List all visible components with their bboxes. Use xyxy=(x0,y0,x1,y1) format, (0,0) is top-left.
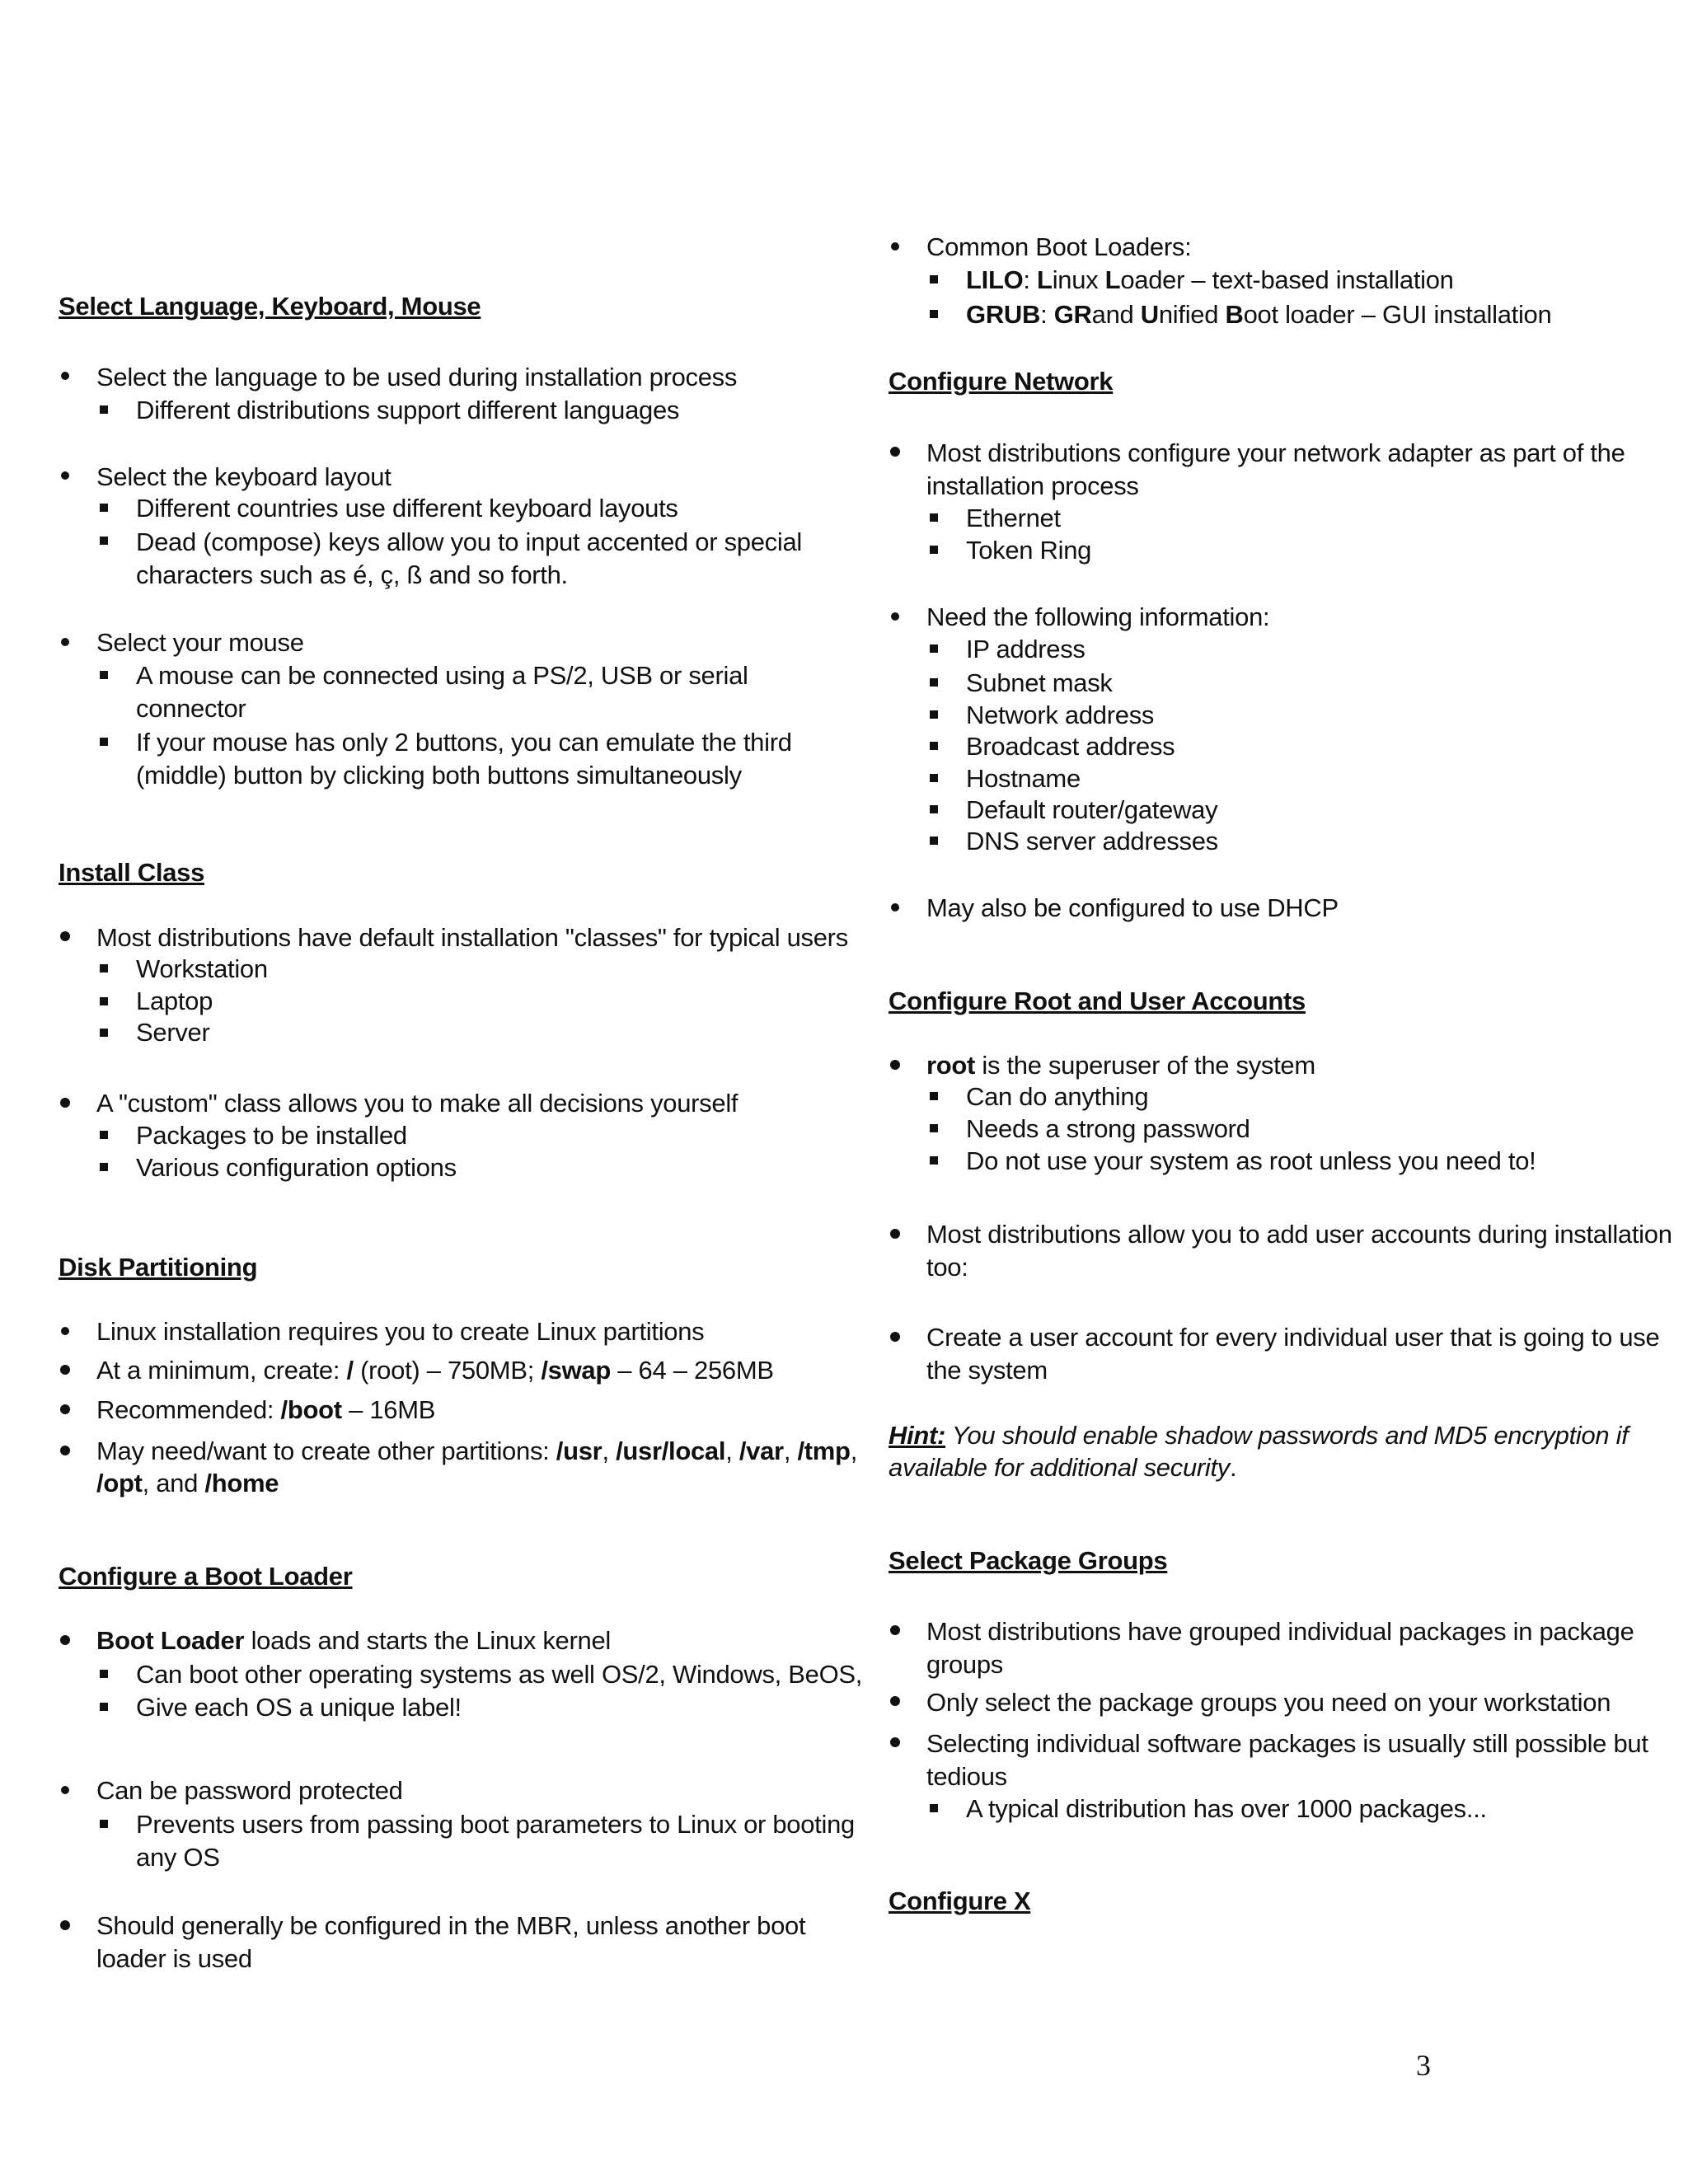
bullet-disc xyxy=(891,242,899,251)
sub-bullet-text: GRUB: GRand Unified Boot loader – GUI installation xyxy=(966,300,1552,329)
bullet-square xyxy=(100,738,108,746)
bullet-disc xyxy=(890,1625,900,1635)
bullet-square xyxy=(930,275,938,284)
bullet-square xyxy=(930,310,938,318)
sub-bullet-text: Subnet mask xyxy=(966,668,1113,697)
sub-bullet-text: Laptop xyxy=(136,987,213,1015)
bullet-disc xyxy=(890,1229,900,1239)
bullet-disc xyxy=(60,1446,70,1455)
sub-bullet-text: characters such as é, ç, ß and so forth. xyxy=(136,560,568,589)
bullet-square xyxy=(930,1092,938,1100)
bullet-text: Most distributions configure your network adapter as part of the xyxy=(926,438,1625,467)
bullet-square xyxy=(100,405,108,414)
bullet-square xyxy=(930,1124,938,1132)
bullet-text: Select the keyboard layout xyxy=(96,462,392,491)
sub-bullet-text: A typical distribution has over 1000 packages... xyxy=(966,1794,1487,1823)
sub-bullet-text: Network address xyxy=(966,701,1155,729)
bullet-disc xyxy=(890,1737,900,1747)
sub-bullet-text: Ethernet xyxy=(966,504,1061,532)
sub-bullet-text: Dead (compose) keys allow you to input accented or special xyxy=(136,527,802,556)
bullet-disc xyxy=(890,447,900,457)
section-heading-boot-loader: Configure a Boot Loader xyxy=(59,1562,353,1591)
sub-bullet-text: (middle) button by clicking both buttons simultaneously xyxy=(136,761,742,790)
bullet-square xyxy=(930,1804,938,1812)
sub-bullet-text: Different countries use different keyboard layouts xyxy=(136,494,678,523)
bullet-text: Can be password protected xyxy=(96,1776,403,1805)
bullet-square xyxy=(930,805,938,813)
sub-bullet-text: Packages to be installed xyxy=(136,1121,407,1150)
bullet-disc xyxy=(60,1365,70,1375)
bullet-disc xyxy=(60,1635,70,1645)
bullet-square xyxy=(100,504,108,512)
sub-bullet-text: Default router/gateway xyxy=(966,795,1218,824)
bullet-disc xyxy=(890,1060,900,1070)
sub-bullet-text: any OS xyxy=(136,1843,220,1872)
bullet-disc xyxy=(60,931,70,941)
bullet-square xyxy=(100,964,108,972)
bullet-text: Select your mouse xyxy=(96,628,304,657)
bullet-text: Linux installation requires you to create Linux partitions xyxy=(96,1317,705,1346)
bullet-text: Common Boot Loaders: xyxy=(926,232,1192,261)
bullet-square xyxy=(930,513,938,522)
sub-bullet-text: Server xyxy=(136,1018,210,1047)
bullet-text: too: xyxy=(926,1253,968,1282)
sub-bullet-text: Can do anything xyxy=(966,1082,1149,1111)
bullet-text: Recommended: /boot – 16MB xyxy=(96,1395,436,1424)
sub-bullet-text: Workstation xyxy=(136,954,268,983)
section-heading-packages: Select Package Groups xyxy=(889,1546,1168,1575)
bullet-text: Need the following information: xyxy=(926,602,1270,631)
bullet-text: loader is used xyxy=(96,1944,252,1973)
bullet-square xyxy=(100,997,108,1005)
sub-bullet-text: Various configuration options xyxy=(136,1153,457,1182)
bullet-disc xyxy=(61,372,69,380)
sub-bullet-text: Broadcast address xyxy=(966,732,1175,761)
section-heading-language: Select Language, Keyboard, Mouse xyxy=(59,292,481,321)
bullet-square xyxy=(930,546,938,554)
bullet-disc xyxy=(61,638,69,646)
bullet-text: groups xyxy=(926,1650,1003,1679)
bullet-text: Most distributions have default installation "classes" for typical users xyxy=(96,923,848,952)
bullet-text: the system xyxy=(926,1356,1048,1385)
bullet-square xyxy=(930,1156,938,1165)
bullet-square xyxy=(100,537,108,545)
bullet-square xyxy=(100,1029,108,1037)
bullet-text: Create a user account for every individual user that is going to use xyxy=(926,1323,1660,1352)
hint-text: Hint: You should enable shadow passwords and MD5 encryption if xyxy=(889,1421,1629,1450)
section-heading-accounts: Configure Root and User Accounts xyxy=(889,987,1306,1015)
bullet-text: Boot Loader loads and starts the Linux kernel xyxy=(96,1626,611,1655)
sub-bullet-text: Hostname xyxy=(966,764,1081,793)
bullet-square xyxy=(100,671,108,679)
bullet-disc xyxy=(60,1920,70,1930)
bullet-disc xyxy=(891,903,899,912)
sub-bullet-text: Different distributions support different languages xyxy=(136,396,680,424)
bullet-square xyxy=(100,1820,108,1828)
bullet-disc xyxy=(890,1332,900,1342)
bullet-text: Most distributions have grouped individual packages in package xyxy=(926,1617,1634,1646)
bullet-text: root is the superuser of the system xyxy=(926,1051,1315,1080)
sub-bullet-text: If your mouse has only 2 buttons, you can emulate the third xyxy=(136,728,792,757)
sub-bullet-text: connector xyxy=(136,694,246,723)
section-heading-configure-x: Configure X xyxy=(889,1886,1031,1915)
bullet-text: Selecting individual software packages is usually still possible but xyxy=(926,1729,1648,1758)
bullet-disc xyxy=(61,1786,69,1794)
section-heading-network: Configure Network xyxy=(889,367,1114,396)
bullet-text: /opt, and /home xyxy=(96,1469,279,1497)
bullet-square xyxy=(100,1670,108,1678)
section-heading-disk: Disk Partitioning xyxy=(59,1253,258,1282)
bullet-text: May also be configured to use DHCP xyxy=(926,893,1339,922)
bullet-square xyxy=(100,1131,108,1139)
sub-bullet-text: Prevents users from passing boot parameters to Linux or booting xyxy=(136,1810,855,1839)
sub-bullet-text: IP address xyxy=(966,635,1085,663)
sub-bullet-text: Token Ring xyxy=(966,536,1092,565)
bullet-square xyxy=(930,710,938,719)
sub-bullet-text: A mouse can be connected using a PS/2, USB or serial xyxy=(136,661,748,690)
sub-bullet-text: Give each OS a unique label! xyxy=(136,1693,462,1722)
bullet-square xyxy=(930,678,938,687)
bullet-text: Select the language to be used during installation process xyxy=(96,363,738,391)
bullet-disc xyxy=(890,1696,900,1706)
bullet-disc xyxy=(61,1327,69,1335)
bullet-text: Most distributions allow you to add user accounts during installation xyxy=(926,1220,1672,1249)
sub-bullet-text: DNS server addresses xyxy=(966,827,1218,855)
bullet-text: Only select the package groups you need on your workstation xyxy=(926,1688,1611,1717)
bullet-text: A "custom" class allows you to make all decisions yourself xyxy=(96,1089,738,1118)
sub-bullet-text: Can boot other operating systems as well OS/2, Windows, BeOS, xyxy=(136,1660,863,1689)
bullet-square xyxy=(100,1163,108,1171)
bullet-square xyxy=(100,1703,108,1711)
bullet-disc xyxy=(60,1098,70,1108)
bullet-square xyxy=(930,837,938,845)
bullet-square xyxy=(930,644,938,653)
bullet-square xyxy=(930,774,938,782)
bullet-text: Should generally be configured in the MBR, unless another boot xyxy=(96,1911,806,1940)
bullet-text: At a minimum, create: / (root) – 750MB; /swap – 64 – 256MB xyxy=(96,1356,774,1385)
bullet-square xyxy=(930,742,938,750)
bullet-text: May need/want to create other partitions: /usr, /usr/local, /var, /tmp, xyxy=(96,1436,858,1465)
bullet-disc xyxy=(60,1404,70,1414)
sub-bullet-text: Do not use your system as root unless you need to! xyxy=(966,1146,1536,1175)
bullet-text: tedious xyxy=(926,1762,1007,1791)
bullet-text: installation process xyxy=(926,471,1139,500)
section-heading-install-class: Install Class xyxy=(59,858,205,887)
bullet-disc xyxy=(891,612,899,621)
page-number: 3 xyxy=(1416,2049,1431,2082)
bullet-disc xyxy=(61,471,69,480)
hint-text: available for additional security. xyxy=(889,1453,1237,1482)
sub-bullet-text: Needs a strong password xyxy=(966,1114,1250,1143)
sub-bullet-text: LILO: Linux Loader – text-based installation xyxy=(966,265,1454,294)
